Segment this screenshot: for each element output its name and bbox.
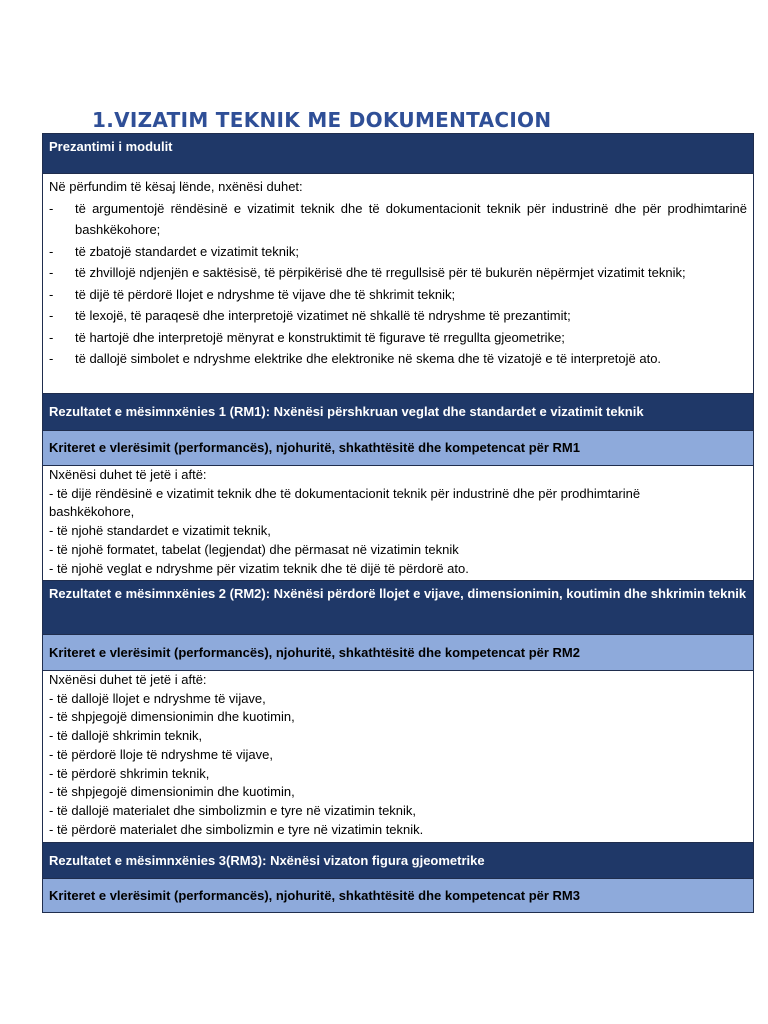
intro-item-text: të dallojë simbolet e ndryshme elektrike dhe elektronike në skema dhe të vizatojë e të interpretojë ato. xyxy=(75,351,662,366)
criteria-line: - të shpjegojë dimensionimin dhe kuotimin, xyxy=(49,784,295,800)
module-table xyxy=(42,133,754,913)
intro-item-text: të argumentojë rëndësinë e vizatimit teknik dhe të dokumentacionit teknik për industrinë dhe për prodhimtarinë bashkëkohore; xyxy=(75,200,747,237)
intro-item-text: të lexojë, të paraqesë dhe interpretojë vizatimet në shkallë të ndryshme të prezantimit; xyxy=(75,308,571,323)
intro-item xyxy=(49,327,747,349)
intro-item xyxy=(49,348,747,370)
module-header xyxy=(43,134,753,173)
intro-item xyxy=(49,305,747,327)
criteria-line: bashkëkohore, xyxy=(49,504,135,520)
criteria-line: - të përdorë shkrimin teknik, xyxy=(49,765,210,781)
rm2-criteria-body xyxy=(43,670,753,842)
rm2-criteria-text: Kriteret e vlerësimit (performancës), njohuritë, shkathtësitë dhe kompetencat për RM2 xyxy=(49,644,580,660)
bullet-dash: - xyxy=(49,286,54,302)
rm3-header-text: Rezultatet e mësimnxënies 3(RM3): Nxënësi vizaton figura gjeometrike xyxy=(49,852,485,868)
rm1-list xyxy=(49,485,747,579)
rm1-criteria-text: Kriteret e vlerësimit (performancës), njohuritë, shkathtësitë dhe kompetencat për RM1 xyxy=(49,440,580,455)
bullet-dash: - xyxy=(49,265,54,280)
document-title: 1.VIZATIM TEKNIK ME DOKUMENTACION xyxy=(92,108,552,132)
rm1-lead: Nxënësi duhet të jetë i aftë: xyxy=(49,467,207,482)
module-intro xyxy=(43,173,753,393)
criteria-line: - të dallojë llojet e ndryshme të vijave, xyxy=(49,690,266,706)
intro-item-text: të zbatojë standardet e vizatimit teknik; xyxy=(75,243,300,259)
rm2-criteria-header xyxy=(43,634,753,670)
intro-item xyxy=(49,284,747,306)
criteria-line: - të shpjegojë dimensionimin dhe kuotimin, xyxy=(49,709,295,725)
criteria-line: - të përdorë lloje të ndryshme të vijave, xyxy=(49,746,273,762)
rm2-header xyxy=(43,580,753,634)
bullet-dash: - xyxy=(49,308,54,323)
criteria-line: - të njohë veglat e ndryshme për vizatim teknik dhe të dijë të përdorë ato. xyxy=(49,560,469,576)
intro-item xyxy=(49,198,747,241)
bullet-dash: - xyxy=(49,200,54,216)
rm3-header xyxy=(43,842,753,878)
rm2-lead: Nxënësi duhet të jetë i aftë: xyxy=(49,672,207,687)
criteria-line: - të njohë formatet, tabelat (legjendat) dhe përmasat në vizatimin teknik xyxy=(49,541,459,557)
rm1-header xyxy=(43,393,753,430)
rm1-header-text: Rezultatet e mësimnxënies 1 (RM1): Nxënësi përshkruan veglat dhe standardet e vizatimit teknik xyxy=(49,404,644,419)
criteria-line: - të njohë standardet e vizatimit teknik, xyxy=(49,523,271,539)
intro-item-text: të zhvillojë ndjenjën e saktësisë, të përpikërisë dhe të rregullsisë për të bukurën nëpërmjet vizatimit teknik; xyxy=(75,265,686,280)
rm1-criteria-header xyxy=(43,430,753,465)
rm3-criteria-text: Kriteret e vlerësimit (performancës), njohuritë, shkathtësitë dhe kompetencat për RM3 xyxy=(49,887,580,903)
rm2-header-text: Rezultatet e mësimnxënies 2 (RM2): Nxënësi përdorë llojet e vijave, dimensionimin, koutimin dhe shkrimin teknik xyxy=(49,586,747,601)
rm2-list xyxy=(49,690,747,840)
intro-list xyxy=(49,198,747,370)
intro-item-text: të dijë të përdorë llojet e ndryshme të vijave dhe të shkrimit teknik; xyxy=(75,286,456,302)
rm3-criteria-header xyxy=(43,878,753,912)
bullet-dash: - xyxy=(49,351,54,366)
intro-item xyxy=(49,241,747,263)
intro-item xyxy=(49,262,747,284)
criteria-line: - të dijë rëndësinë e vizatimit teknik dhe të dokumentacionit teknik për industrinë dhe për prodhimtarinë xyxy=(49,485,641,501)
intro-item-text: të hartojë dhe interpretojë mënyrat e konstruktimit të figurave të rregullta gjeometrike; xyxy=(75,329,565,345)
bullet-dash: - xyxy=(49,329,54,345)
intro-lead: Në përfundim të kësaj lënde, nxënësi duhet: xyxy=(49,179,303,194)
criteria-line: - të dallojë shkrimin teknik, xyxy=(49,728,203,744)
module-header-text: Prezantimi i modulit xyxy=(49,139,173,154)
rm1-criteria-body xyxy=(43,465,753,580)
bullet-dash: - xyxy=(49,243,54,259)
criteria-line: - të përdorë materialet dhe simbolizmin e tyre në vizatimin teknik. xyxy=(49,821,424,837)
criteria-line: - të dallojë materialet dhe simbolizmin e tyre në vizatimin teknik, xyxy=(49,802,417,818)
